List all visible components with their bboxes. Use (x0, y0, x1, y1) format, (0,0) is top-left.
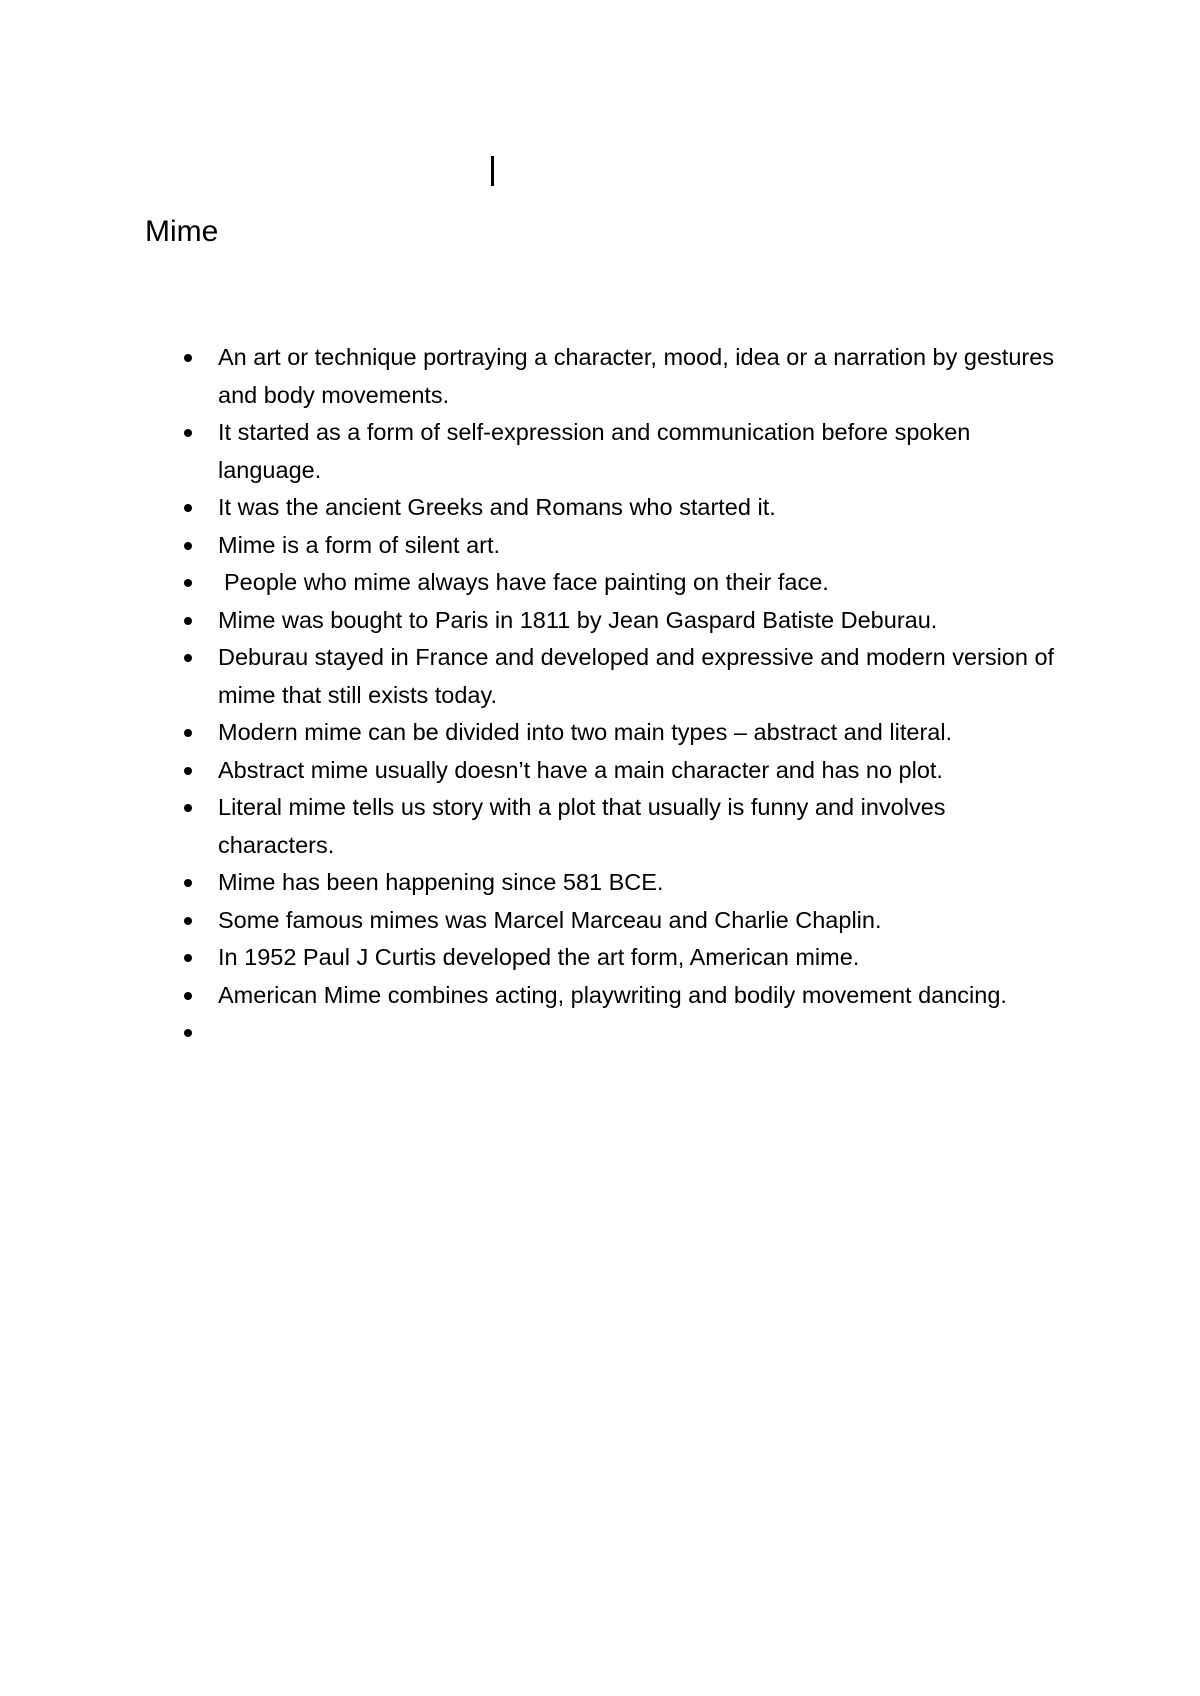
list-item-empty (0, 1014, 1200, 1052)
list-item-text: It started as a form of self-expression and communication before spoken language. (218, 419, 971, 483)
list-item-text: An art or technique portraying a character, mood, idea or a narration by gestures and body movements. (218, 344, 1055, 408)
list-item (0, 752, 1200, 790)
bullet-icon (184, 429, 192, 437)
list-item (0, 489, 1200, 527)
list-item (0, 977, 1200, 1015)
list-item (0, 639, 1200, 714)
list-item-text: Mime has been happening since 581 BCE. (218, 869, 664, 895)
bullet-icon (184, 879, 192, 887)
list-item (0, 789, 1200, 864)
list-item-text: Some famous mimes was Marcel Marceau and Charlie Chaplin. (218, 906, 882, 933)
document-title: Mime (145, 215, 219, 248)
bullet-icon (184, 954, 192, 962)
list-item-text: Deburau stayed in France and developed and expressive and modern version of mime that still exists today. (218, 644, 1055, 708)
bullet-icon (184, 617, 192, 625)
bullet-icon (184, 729, 192, 737)
list-item-text: People who mime always have face painting on their face. (224, 569, 829, 595)
bullet-list (0, 339, 1200, 1052)
list-item (0, 864, 1200, 902)
list-item (0, 414, 1200, 489)
list-item-text: Abstract mime usually doesn’t have a main character and has no plot. (218, 756, 943, 783)
bullet-icon (184, 992, 192, 1000)
text-cursor (491, 156, 494, 186)
bullet-icon (184, 354, 192, 362)
bullet-icon (184, 504, 192, 512)
bullet-icon (184, 579, 192, 587)
list-item (0, 902, 1200, 940)
list-item-text: Mime is a form of silent art. (218, 531, 501, 558)
list-item (0, 339, 1200, 414)
list-item (0, 714, 1200, 752)
bullet-icon (184, 767, 192, 775)
bullet-icon (184, 1029, 192, 1037)
bullet-icon (184, 542, 192, 550)
list-item (0, 939, 1200, 977)
bullet-icon (184, 804, 192, 812)
list-item (0, 602, 1200, 640)
list-item-text: Mime was bought to Paris in 1811 by Jean Gaspard Batiste Deburau. (218, 606, 938, 633)
list-item-text: Literal mime tells us story with a plot that usually is funny and involves characters. (218, 794, 946, 858)
list-item-text: Modern mime can be divided into two main types – abstract and literal. (218, 719, 953, 745)
list-item-text: It was the ancient Greeks and Romans who started it. (218, 494, 776, 520)
list-item (0, 564, 1200, 602)
list-item-text: American Mime combines acting, playwriting and bodily movement dancing. (218, 981, 1007, 1008)
list-item (0, 527, 1200, 565)
bullet-icon (184, 917, 192, 925)
bullet-icon (184, 654, 192, 662)
list-item-text: In 1952 Paul J Curtis developed the art form, American mime. (218, 944, 860, 970)
